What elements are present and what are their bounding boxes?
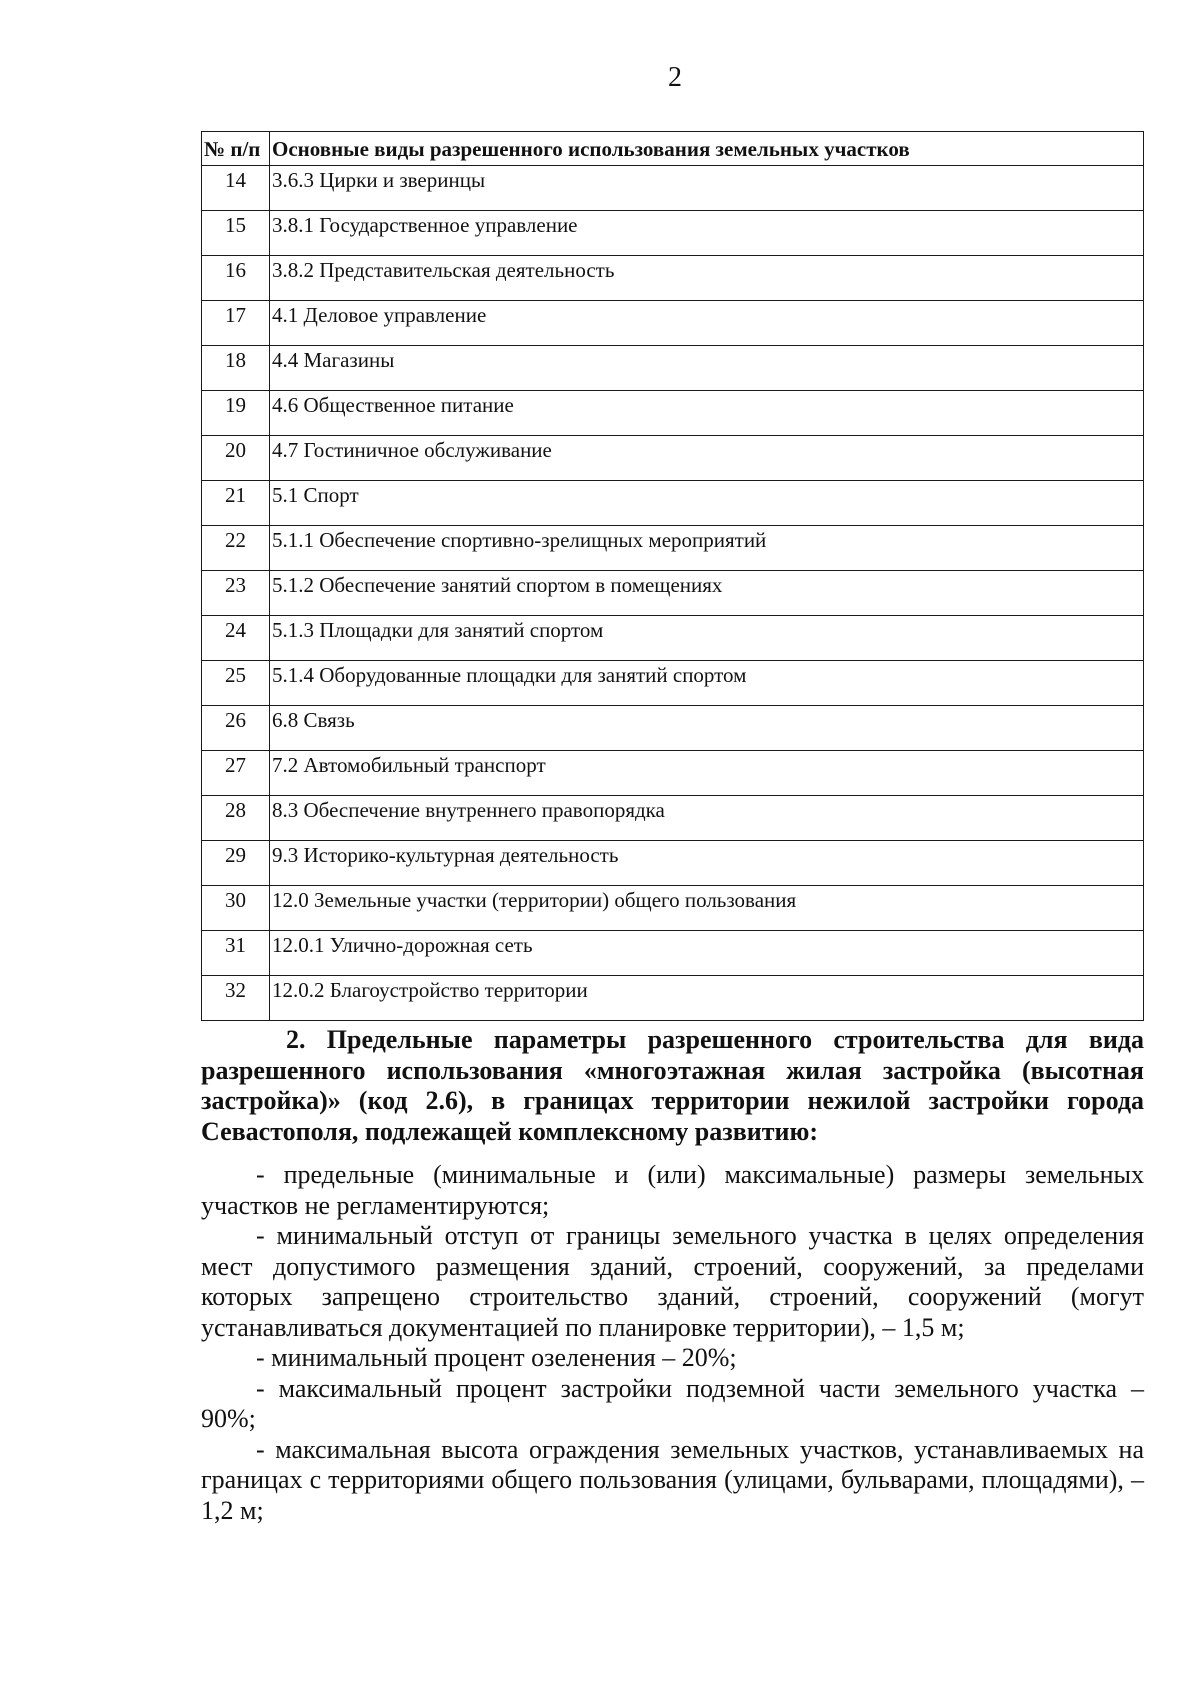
use-type-cell: 12.0 Земельные участки (территории) общего пользования <box>270 886 1144 931</box>
table-row <box>202 301 1144 346</box>
table-row <box>202 391 1144 436</box>
use-type-cell: 5.1 Спорт <box>270 481 1144 526</box>
table-row <box>202 571 1144 616</box>
row-number-cell: 15 <box>202 211 270 256</box>
row-number-cell: 18 <box>202 346 270 391</box>
section-2-heading: 2. Предельные параметры разрешенного строительства для вида разрешенного использования «многоэтажная жилая застройка (высотная застройка)» (код 2.6), в границах территории нежилой застройки города Севастополя, подлежащей комплексному развитию: <box>201 1025 1144 1146</box>
use-type-cell: 8.3 Обеспечение внутреннего правопорядка <box>270 796 1144 841</box>
use-type-cell: 5.1.3 Площадки для занятий спортом <box>270 616 1144 661</box>
use-type-cell: 4.1 Деловое управление <box>270 301 1144 346</box>
row-number-cell: 22 <box>202 526 270 571</box>
table-row <box>202 256 1144 301</box>
paragraph: - минимальный отступ от границы земельного участка в целях определения мест допустимого размещения зданий, строений, сооружений, за пределами которых запрещено строительство зданий, строений, сооружений (могут устанавливаться документацией по планировке территории), – 1,5 м; <box>201 1221 1144 1342</box>
row-number-cell: 26 <box>202 706 270 751</box>
use-type-cell: 12.0.1 Улично-дорожная сеть <box>270 931 1144 976</box>
table-row <box>202 886 1144 931</box>
table-body <box>202 166 1144 1021</box>
row-number-cell: 17 <box>202 301 270 346</box>
use-type-cell: 9.3 Историко-культурная деятельность <box>270 841 1144 886</box>
row-number-cell: 32 <box>202 976 270 1021</box>
table-row <box>202 166 1144 211</box>
table-row <box>202 976 1144 1021</box>
use-type-cell: 3.8.2 Представительская деятельность <box>270 256 1144 301</box>
table-row <box>202 436 1144 481</box>
paragraph: - максимальный процент застройки подземной части земельного участка – 90%; <box>201 1373 1144 1433</box>
column-header-use-type: Основные виды разрешенного использования земельных участков <box>270 132 1144 166</box>
permitted-uses-table <box>201 131 1144 1021</box>
table-row <box>202 661 1144 706</box>
paragraph: - минимальный процент озеленения – 20%; <box>256 1343 737 1372</box>
table-row <box>202 616 1144 661</box>
use-type-cell: 5.1.2 Обеспечение занятий спортом в помещениях <box>270 571 1144 616</box>
page-number: 2 <box>668 62 682 93</box>
row-number-cell: 25 <box>202 661 270 706</box>
row-number-cell: 20 <box>202 436 270 481</box>
row-number-cell: 29 <box>202 841 270 886</box>
table-row <box>202 751 1144 796</box>
use-type-cell: 5.1.4 Оборудованные площадки для занятий спортом <box>270 661 1144 706</box>
row-number-cell: 31 <box>202 931 270 976</box>
row-number-cell: 24 <box>202 616 270 661</box>
use-type-cell: 12.0.2 Благоустройство территории <box>270 976 1144 1021</box>
row-number-cell: 19 <box>202 391 270 436</box>
table-row <box>202 346 1144 391</box>
table-row <box>202 931 1144 976</box>
row-number-cell: 30 <box>202 886 270 931</box>
row-number-cell: 23 <box>202 571 270 616</box>
table-row <box>202 796 1144 841</box>
use-type-cell: 3.8.1 Государственное управление <box>270 211 1144 256</box>
paragraph: - максимальная высота ограждения земельных участков, устанавливаемых на границах с территориями общего пользования (улицами, бульварами, площадями), – 1,2 м; <box>201 1434 1144 1525</box>
row-number-cell: 21 <box>202 481 270 526</box>
use-type-cell: 4.4 Магазины <box>270 346 1144 391</box>
row-number-cell: 16 <box>202 256 270 301</box>
column-header-number: № п/п <box>202 132 270 166</box>
table-row <box>202 481 1144 526</box>
section-2-body <box>201 1160 1144 1526</box>
table-header-row <box>202 132 1144 166</box>
use-type-cell: 4.6 Общественное питание <box>270 391 1144 436</box>
use-type-cell: 5.1.1 Обеспечение спортивно-зрелищных мероприятий <box>270 526 1144 571</box>
row-number-cell: 27 <box>202 751 270 796</box>
use-type-cell: 4.7 Гостиничное обслуживание <box>270 436 1144 481</box>
use-type-cell: 7.2 Автомобильный транспорт <box>270 751 1144 796</box>
table-row <box>202 526 1144 571</box>
table-row <box>202 841 1144 886</box>
use-type-cell: 3.6.3 Цирки и зверинцы <box>270 166 1144 211</box>
use-type-cell: 6.8 Связь <box>270 706 1144 751</box>
paragraph: - предельные (минимальные и (или) максимальные) размеры земельных участков не регламентируются; <box>201 1160 1144 1220</box>
table-row <box>202 706 1144 751</box>
row-number-cell: 28 <box>202 796 270 841</box>
row-number-cell: 14 <box>202 166 270 211</box>
table-row <box>202 211 1144 256</box>
